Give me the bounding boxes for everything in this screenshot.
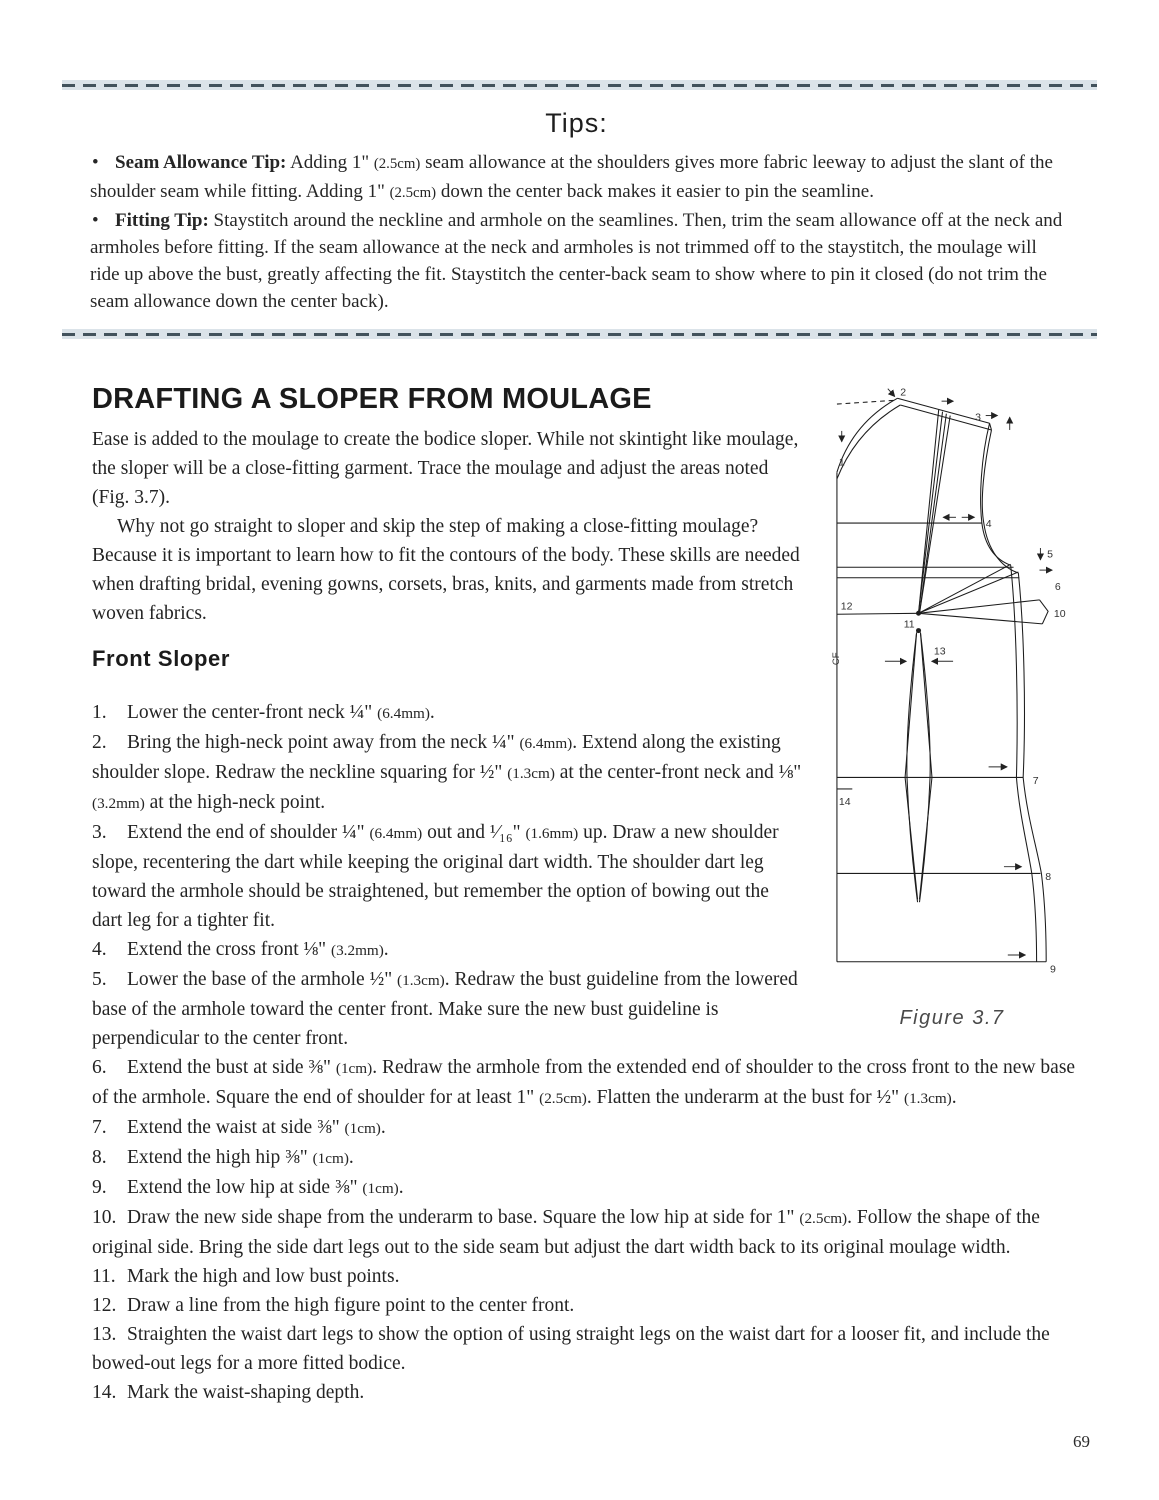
- section-heading: DRAFTING A SLOPER FROM MOULAGE: [92, 383, 652, 415]
- tip-label: Seam Allowance Tip:: [115, 152, 287, 173]
- tips-box: [62, 80, 1097, 339]
- step-text: Extend the end of shoulder ¼" (6.4mm) out and ¹⁄₁₆" (1.6mm) up. Draw a new shoulder slope, recentering the dart while keeping the original dart width. The shoulder dart leg toward the armhole should be straightened, but remember the option of bowing out the dart leg for a tighter fit.: [92, 822, 779, 931]
- intro-paragraph: Ease is added to the moulage to create the bodice sloper. While not skintight like moulage, the sloper will be a close-fitting garment. Trace the moulage and adjust the areas noted (Fig. 3.7).: [92, 429, 799, 508]
- step-item: [92, 1262, 1090, 1291]
- step-item: [92, 1203, 1090, 1262]
- step-number: 4.: [92, 939, 107, 960]
- figure-label: 3: [975, 411, 982, 424]
- step-text: Mark the high and low bust points.: [127, 1266, 400, 1287]
- tip-item: [90, 207, 1063, 315]
- step-item: [92, 1113, 1090, 1143]
- figure-label: 11: [903, 618, 915, 631]
- step-number: 7.: [92, 1117, 107, 1138]
- sloper-diagram: [820, 381, 1090, 1003]
- step-text: Extend the low hip at side ⅜" (1cm).: [127, 1177, 404, 1198]
- step-item: [92, 1143, 1090, 1173]
- tip-text: Adding 1" (2.5cm) seam allowance at the shoulders gives more fabric leeway to adjust the slant of the shoulder seam while fitting. Adding 1" (2.5cm) down the center back makes it easier to pin the seamline.: [90, 152, 1053, 202]
- step-number: 9.: [92, 1177, 107, 1198]
- step-number: 11.: [92, 1266, 116, 1287]
- step-text: Draw the new side shape from the underarm to base. Square the low hip at side for 1" (2.5cm). Follow the shape of the original side. Bring the side dart legs out to the side seam but adjust the dart width back to its original moulage width.: [92, 1207, 1040, 1258]
- step-text: Lower the base of the armhole ½" (1.3cm). Redraw the bust guideline from the lowered base of the armhole toward the center front. Make sure the new bust guideline is perpendicular to the center front.: [92, 969, 798, 1049]
- figure-label: 6: [1054, 581, 1061, 594]
- main-section: [92, 383, 1090, 1407]
- step-number: 3.: [92, 822, 107, 843]
- tips-title: Tips:: [545, 108, 608, 138]
- step-number: 1.: [92, 702, 107, 723]
- bullet-icon: •: [92, 210, 99, 231]
- step-number: 5.: [92, 969, 107, 990]
- step-text: Extend the high hip ⅜" (1cm).: [127, 1147, 354, 1168]
- figure-labels: [831, 386, 1066, 975]
- step-number: 13.: [92, 1324, 117, 1345]
- step-number: 14.: [92, 1382, 117, 1403]
- step-text: Draw a line from the high figure point to the center front.: [127, 1295, 575, 1316]
- step-item: [92, 1173, 1090, 1203]
- step-number: 12.: [92, 1295, 117, 1316]
- page-number: 69: [1073, 1432, 1090, 1451]
- figure-label: 12: [840, 600, 853, 613]
- figure-label: 4: [985, 517, 992, 530]
- figure-label: 1: [838, 456, 845, 469]
- tips-content: [62, 90, 1097, 329]
- step-item: [92, 1053, 1090, 1113]
- figure-3-7: [814, 381, 1090, 1030]
- subheading-front-sloper: Front Sloper: [92, 646, 230, 671]
- step-item: [92, 1320, 1090, 1378]
- tip-label: Fitting Tip:: [115, 210, 209, 231]
- dashed-rule-top: [62, 80, 1097, 90]
- arrow-diagonal-icon: [888, 389, 895, 397]
- pattern-lines: [837, 398, 1048, 961]
- tip-text: Staystitch around the neckline and armhole on the seamlines. Then, trim the seam allowance off at the neck and armholes before fitting. If the seam allowance at the neck and armholes is not trimmed off to the staystitch, the moulage will ride up above the bust, greatly affecting the fit. Staystitch the center-back seam to show where to pin it closed (do not trim the seam allowance down the center back).: [90, 210, 1063, 312]
- figure-label: 7: [1032, 775, 1039, 788]
- figure-label: 9: [1050, 963, 1056, 976]
- figure-label: 10: [1053, 608, 1066, 621]
- step-text: Extend the cross front ⅛" (3.2mm).: [127, 939, 389, 960]
- figure-label: 13: [933, 645, 946, 658]
- step-text: Extend the waist at side ⅜" (1cm).: [127, 1117, 386, 1138]
- tip-item: [90, 149, 1063, 207]
- figure-label: 5: [1047, 548, 1054, 561]
- figure-label: 14: [838, 796, 851, 809]
- intro-paragraph: Why not go straight to sloper and skip the step of making a close-fitting moulage? Because it is important to learn how to fit the contours of the body. These skills are needed when drafting bridal, evening gowns, corsets, bras, knits, and garments made from stretch woven fabrics.: [92, 516, 800, 624]
- bullet-icon: •: [92, 152, 99, 173]
- step-item: [92, 1291, 1090, 1320]
- step-number: 2.: [92, 732, 107, 753]
- step-number: 10.: [92, 1207, 117, 1228]
- dashed-rule-bottom: [62, 329, 1097, 339]
- figure-arrows: [842, 389, 1052, 955]
- step-text: Mark the waist-shaping depth.: [127, 1382, 365, 1403]
- figure-caption: Figure 3.7: [899, 1007, 1005, 1029]
- step-text: Straighten the waist dart legs to show the option of using straight legs on the waist dart for a looser fit, and include the bowed-out legs for a more fitted bodice.: [92, 1324, 1050, 1374]
- step-number: 8.: [92, 1147, 107, 1168]
- step-text: Bring the high-neck point away from the neck ¼" (6.4mm). Extend along the existing shoulder slope. Redraw the neckline squaring for ½" (1.3cm) at the center-front neck and ⅛" (3.2mm) at the high-neck point.: [92, 732, 802, 813]
- step-number: 6.: [92, 1057, 107, 1078]
- step-text: Extend the bust at side ⅜" (1cm). Redraw the armhole from the extended end of shoulder to the cross front to the new base of the armhole. Square the end of shoulder for at least 1" (2.5cm). Flatten the underarm at the bust for ½" (1.3cm).: [92, 1057, 1076, 1108]
- step-text: Lower the center-front neck ¼" (6.4mm).: [127, 702, 435, 723]
- center-front-label: CF: [830, 652, 842, 666]
- step-item: [92, 1378, 1090, 1407]
- figure-label: 8: [1045, 871, 1052, 884]
- figure-label: 2: [900, 386, 907, 399]
